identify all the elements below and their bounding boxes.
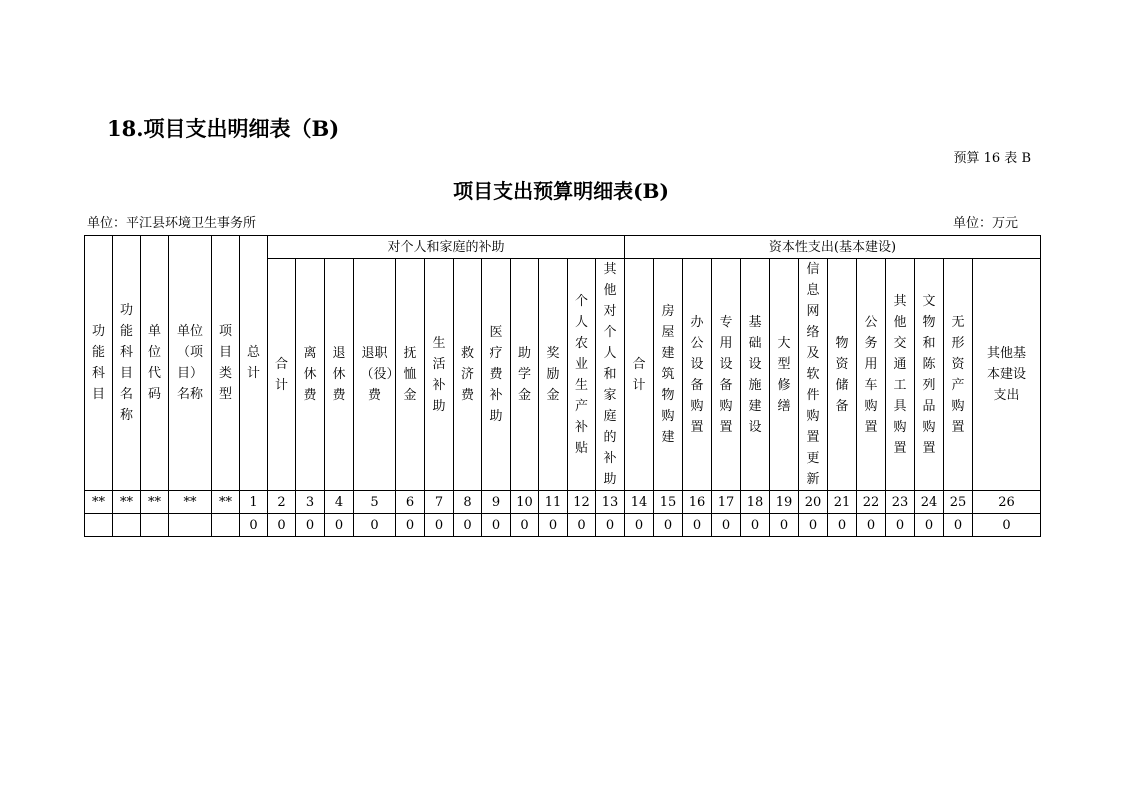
header-cell-personal-7: 医疗费补助 xyxy=(482,259,511,491)
column-number-cell: 25 xyxy=(944,491,973,514)
table-cell: 0 xyxy=(712,514,741,537)
header-cell-total: 总计 xyxy=(240,236,268,491)
header-cell-capital-0: 合计 xyxy=(625,259,654,491)
column-number-cell: 9 xyxy=(482,491,511,514)
header-cell-personal-6: 救济费 xyxy=(454,259,482,491)
header-cell-capital-7: 物资储备 xyxy=(828,259,857,491)
table-cell: 0 xyxy=(454,514,482,537)
table-cell: 0 xyxy=(828,514,857,537)
table-cell: 0 xyxy=(596,514,625,537)
header-cell-personal-3: 退职（役）费 xyxy=(354,259,396,491)
column-number-cell: 4 xyxy=(325,491,354,514)
header-cell-capital-3: 专用设备购置 xyxy=(712,259,741,491)
header-group-capital-expenditure: 资本性支出(基本建设) xyxy=(625,236,1041,259)
header-group-personal-subsidy: 对个人和家庭的补助 xyxy=(268,236,625,259)
header-cell-capital-1: 房屋建筑物购建 xyxy=(654,259,683,491)
table-cell xyxy=(212,514,240,537)
table-cell: 0 xyxy=(511,514,539,537)
column-number-cell: 3 xyxy=(296,491,325,514)
column-number-cell: 23 xyxy=(886,491,915,514)
column-number-cell: 15 xyxy=(654,491,683,514)
header-cell-personal-0: 合计 xyxy=(268,259,296,491)
column-number-cell: 13 xyxy=(596,491,625,514)
column-number-cell: 19 xyxy=(770,491,799,514)
header-cell-capital-9: 其他交通工具购置 xyxy=(886,259,915,491)
column-number-cell: ** xyxy=(141,491,169,514)
header-cell-capital-12: 其他基本建设支出 xyxy=(973,259,1041,491)
table-cell xyxy=(113,514,141,537)
column-number-cell: 1 xyxy=(240,491,268,514)
column-number-cell: 21 xyxy=(828,491,857,514)
column-number-cell: 16 xyxy=(683,491,712,514)
header-cell-personal-2: 退休费 xyxy=(325,259,354,491)
column-number-cell: 10 xyxy=(511,491,539,514)
table-cell: 0 xyxy=(799,514,828,537)
column-number-cell: 7 xyxy=(425,491,454,514)
table-cell: 0 xyxy=(482,514,511,537)
header-cell-personal-8: 助学金 xyxy=(511,259,539,491)
table-cell: 0 xyxy=(354,514,396,537)
table-cell xyxy=(85,514,113,537)
header-cell-capital-4: 基础设施建设 xyxy=(741,259,770,491)
header-cell-capital-6: 信息网络及软件购置更新 xyxy=(799,259,828,491)
header-cell-project-type: 项目类型 xyxy=(212,236,240,491)
table-cell: 0 xyxy=(654,514,683,537)
header-cell-capital-11: 无形资产购置 xyxy=(944,259,973,491)
header-cell-personal-10: 个人农业生产补贴 xyxy=(568,259,596,491)
header-cell-personal-5: 生活补助 xyxy=(425,259,454,491)
table-cell: 0 xyxy=(240,514,268,537)
header-cell-capital-10: 文物和陈列品购置 xyxy=(915,259,944,491)
column-number-cell: 17 xyxy=(712,491,741,514)
column-number-cell: ** xyxy=(85,491,113,514)
table-cell xyxy=(141,514,169,537)
header-cell-unit-code: 单位代码 xyxy=(141,236,169,491)
header-cell-function-subject: 功能科目 xyxy=(85,236,113,491)
column-number-cell: 20 xyxy=(799,491,828,514)
unit-label-currency: 单位：万元 xyxy=(952,216,1018,231)
table-cell: 0 xyxy=(296,514,325,537)
table-cell: 0 xyxy=(325,514,354,537)
table-cell: 0 xyxy=(886,514,915,537)
section-title: 18.项目支出明细表（B) xyxy=(107,116,340,141)
unit-label-organization: 单位：平江县环境卫生事务所 xyxy=(87,216,257,231)
column-number-cell: 11 xyxy=(539,491,568,514)
table-cell: 0 xyxy=(539,514,568,537)
column-number-cell: 2 xyxy=(268,491,296,514)
header-cell-function-subject-name: 功能科目名称 xyxy=(113,236,141,491)
table-cell: 0 xyxy=(915,514,944,537)
column-number-cell: ** xyxy=(169,491,212,514)
column-number-cell: 8 xyxy=(454,491,482,514)
table-cell xyxy=(169,514,212,537)
header-cell-personal-1: 离休费 xyxy=(296,259,325,491)
column-number-cell: 14 xyxy=(625,491,654,514)
header-cell-capital-2: 办公设备购置 xyxy=(683,259,712,491)
column-number-cell: 5 xyxy=(354,491,396,514)
column-number-cell: 6 xyxy=(396,491,425,514)
table-title: 项目支出预算明细表(B) xyxy=(453,179,669,203)
table-cell: 0 xyxy=(741,514,770,537)
header-cell-personal-4: 抚恤金 xyxy=(396,259,425,491)
header-cell-personal-11: 其他对个人和家庭的补助 xyxy=(596,259,625,491)
table-cell: 0 xyxy=(396,514,425,537)
budget-detail-table xyxy=(84,235,1041,537)
header-group-row xyxy=(85,236,1041,259)
column-number-row xyxy=(85,491,1041,514)
column-number-cell: 12 xyxy=(568,491,596,514)
header-cell-capital-5: 大型修缮 xyxy=(770,259,799,491)
table-cell: 0 xyxy=(944,514,973,537)
column-number-cell: 22 xyxy=(857,491,886,514)
table-cell: 0 xyxy=(973,514,1041,537)
table-row xyxy=(85,514,1041,537)
table-cell: 0 xyxy=(857,514,886,537)
table-cell: 0 xyxy=(568,514,596,537)
table-cell: 0 xyxy=(683,514,712,537)
table-cell: 0 xyxy=(425,514,454,537)
form-code: 预算 16 表 B xyxy=(953,151,1031,166)
table-cell: 0 xyxy=(268,514,296,537)
header-cell-personal-9: 奖励金 xyxy=(539,259,568,491)
table-cell: 0 xyxy=(625,514,654,537)
column-number-cell: ** xyxy=(212,491,240,514)
header-cell-capital-8: 公务用车购置 xyxy=(857,259,886,491)
table-cell: 0 xyxy=(770,514,799,537)
column-number-cell: ** xyxy=(113,491,141,514)
column-number-cell: 18 xyxy=(741,491,770,514)
header-cell-unit-project-name: 单位（项目）名称 xyxy=(169,236,212,491)
column-number-cell: 26 xyxy=(973,491,1041,514)
column-number-cell: 24 xyxy=(915,491,944,514)
